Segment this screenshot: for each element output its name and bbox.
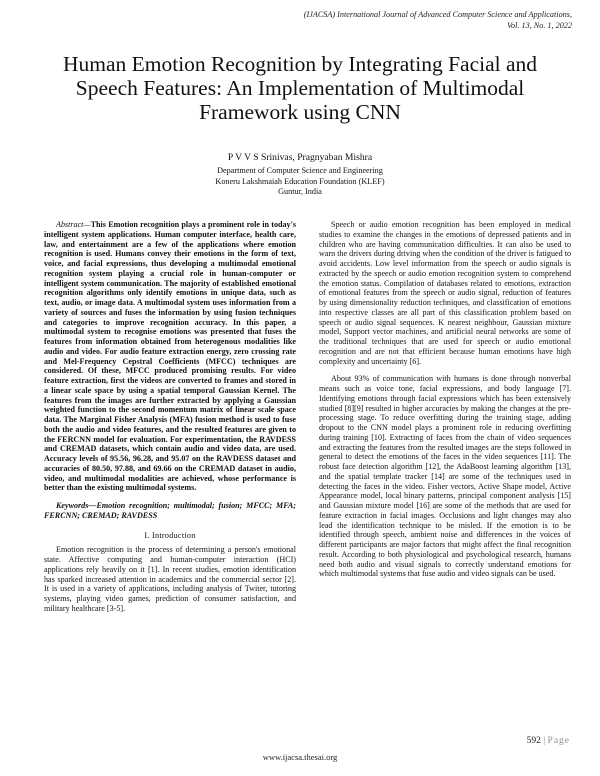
section-heading-introduction: I. Introduction (144, 530, 196, 540)
journal-name: (IJACSA) International Journal of Advanced Computer Science and Applications, (303, 10, 572, 19)
journal-url: www.ijacsa.thesai.org (262, 752, 338, 762)
right-column (319, 220, 571, 579)
keywords: Keywords—Emotion recognition; multimodal; fusion; MFCC; MFA; FERCNN; CREMAD; RAVDESS (44, 501, 296, 520)
page-separator: | (543, 736, 546, 746)
page-word: Page (547, 736, 570, 746)
affiliation-location: Guntur, India (278, 187, 322, 196)
abstract (44, 220, 296, 493)
page-number (527, 736, 570, 746)
abstract-label: Abstract— (56, 220, 91, 229)
intro-paragraph-1: Emotion recognition is the process of determining a person's emotional state. Affective computing and human-computer interaction (HCI) applications rely heavily on it [1]. In recent studies, emotion identification has sparked increased attention in academics and the commercial sector [2]. It is used in a variety of applications, including analysis of Twiter, tutoring systems, playing video games, prediction of consumer satisfaction, and military healthcare [3-5]. (44, 545, 296, 613)
affiliation-department: Department of Computer Science and Engineering (217, 166, 383, 175)
abstract-text: This Emotion recognition plays a prominent role in today's intelligent system applications. Human computer interface, health care, law, and entertainment are a few of the applications where emotion recognition is used. Humans convey their emotions in the form of text, voice, and facial expressions, thus developing a multimodal emotional recognition system playing a crucial role in human-computer or intelligent system communication. The majority of established emotional recognition algorithms only identify emotions in unique data, such as text, audio, or image data. A multimodal system uses information from a variety of sources and fuses the information by using fusion techniques and categories to improve recognition accuracy. In this paper, a multimodal system to recognise emotions was presented that fuses the features from information obtained from heterogenous modalities like audio and video. For audio feature extraction energy, zero crossing rate and Mel-Frequency Cepstral Coefficients (MFCC) techniques are considered. Of these, MFCC produced promising results. For video feature extraction, first the videos are converted to frames and stored in a linear scale space by using a spatial temporal Gaussian Kernel. The features from the images are further extracted by applying a Gaussian weighted function to the second momentum matrix of linear scale space data. The Marginal Fisher Analysis (MFA) fusion method is used to fuse both the audio and video features, and the resulted features are given to the FERCNN model for evaluation. For experimentation, the RAVDESS and CREMAD datasets, which contain audio and video data, are used. Accuracy levels of 95.56, 96.28, and 95.07 on the RAVDESS dataset and accuracies of 80.50, 97.88, and 69.66 on the CREMAD dataset in audio, video, and multimodal modalities are achieved, whose performance is better than the existing multimodal systems. (44, 220, 296, 493)
journal-volume: Vol. 13, No. 1, 2022 (506, 20, 572, 30)
author-list: P V V S Srinivas, Pragnyaban Mishra (227, 152, 373, 163)
affiliation (0, 166, 600, 198)
body-paragraph-speech: Speech or audio emotion recognition has been employed in medical studies to examine the changes in the emotions of depressed patients and in children who are having communication difficulties. It can also be used to warn the drivers during driving when the condition of the driver is fatigued to avoid accidents. Low level information from the speech or audio signals is extracted by the speech or audio emotion recognition system to comprehend the emotion status. Compilation of databases related to emotions, extraction of emotional features from the speech or audio signal, reduction of features by using dimensionality reduction techniques, and classification of emotions into respective classes are all part of this classification problem based on speech or audio signal sequences. K nearest neighbour, Gaussian mixture model, Support vector machines, and artificial neural networks are some of the traditional techniques that are used for speech or audio emotional recognition and are not that efficient because human emotions have high complexity and uncertainty [6]. (319, 220, 571, 366)
running-header (242, 10, 572, 31)
paper-title: Human Emotion Recognition by Integrating Facial and Speech Features: An Implementation of Multimodal Framework using CNN (62, 52, 538, 124)
body-paragraph-nonverbal: About 93% of communication with humans is done through nonverbal means such as voice tone, facial expressions, and body language [7]. Identifying emotions through facial expressions which has been extensively studied [8][9] resulted in higher accuracies by making the changes at the pre-processing stage. To reduce overfitting during the training stage, adding dropout to the CNN model plays a prominent role in reducing overfitting during training [10]. Extracting of faces from the chain of video sequences and extracting the features from the resulted images are the steps followed in general to detect the emotions of the faces in the video sequences [11]. The robust face detection algorithm [12], the AdaBoost learning algorithm [13], and the spatial template tracker [14] are some of the techniques used in detecting the faces in the video. Fisher vectors, Active Shape model, Active Appearance model, local binary patterns, principal component analysis [15] and Gaussian mixture model [16] are some of the methods that are used for feature extraction in facial images. Occlusions and light changes may also lead the identification technique to be misled. If the emotion is to be identified through speech, ambient noise and differences in the voices of different participants are major factors that might affect the final recognition result. According to both physiological and psychological research, humans need both audio and visual signals to correctly understand emotions for which multimodal systems that fuse audio and video signals can be used. (319, 374, 571, 579)
page-number-value: 592 (526, 736, 541, 746)
left-column (44, 220, 296, 614)
affiliation-institution: Koneru Lakshmaiah Education Foundation (KLEF) (215, 176, 385, 186)
